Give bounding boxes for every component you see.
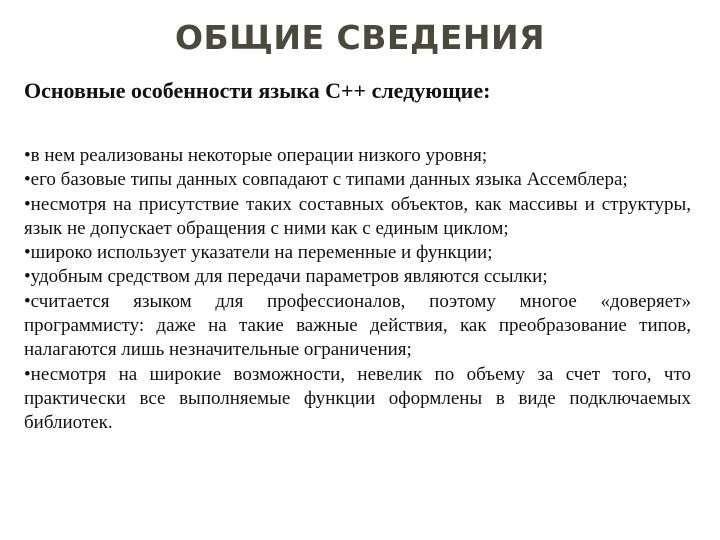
slide-title: ОБЩИЕ СВЕДЕНИЯ — [174, 18, 546, 57]
bullet-item: •широко использует указатели на переменные и функции; — [24, 242, 493, 264]
bullet-list — [24, 144, 691, 436]
bullet-item: •удобным средством для передачи параметров являются ссылки; — [24, 266, 548, 288]
bullet-item: •считается языком для профессионалов, поэтому многое «доверяет» программисту: даже на такие важные действия, как преобразование типов, налагаются лишь незначительные ограничения; — [24, 290, 691, 361]
bullet-item: •его базовые типы данных совпадают с типами данных языка Ассемблера; — [24, 169, 628, 191]
slide-subtitle: Основные особенности языка С++ следующие: — [24, 78, 491, 103]
bullet-item: •несмотря на присутствие таких составных объектов, как массивы и структуры, язык не допускает обращения с ними как с единым циклом; — [24, 193, 691, 239]
bullet-item: •несмотря на широкие возможности, невелик по объему за счет того, что практически все выполняемые функции оформлены в виде подключаемых библиотек. — [24, 363, 691, 434]
bullet-item: •в нем реализованы некоторые операции низкого уровня; — [24, 145, 488, 166]
